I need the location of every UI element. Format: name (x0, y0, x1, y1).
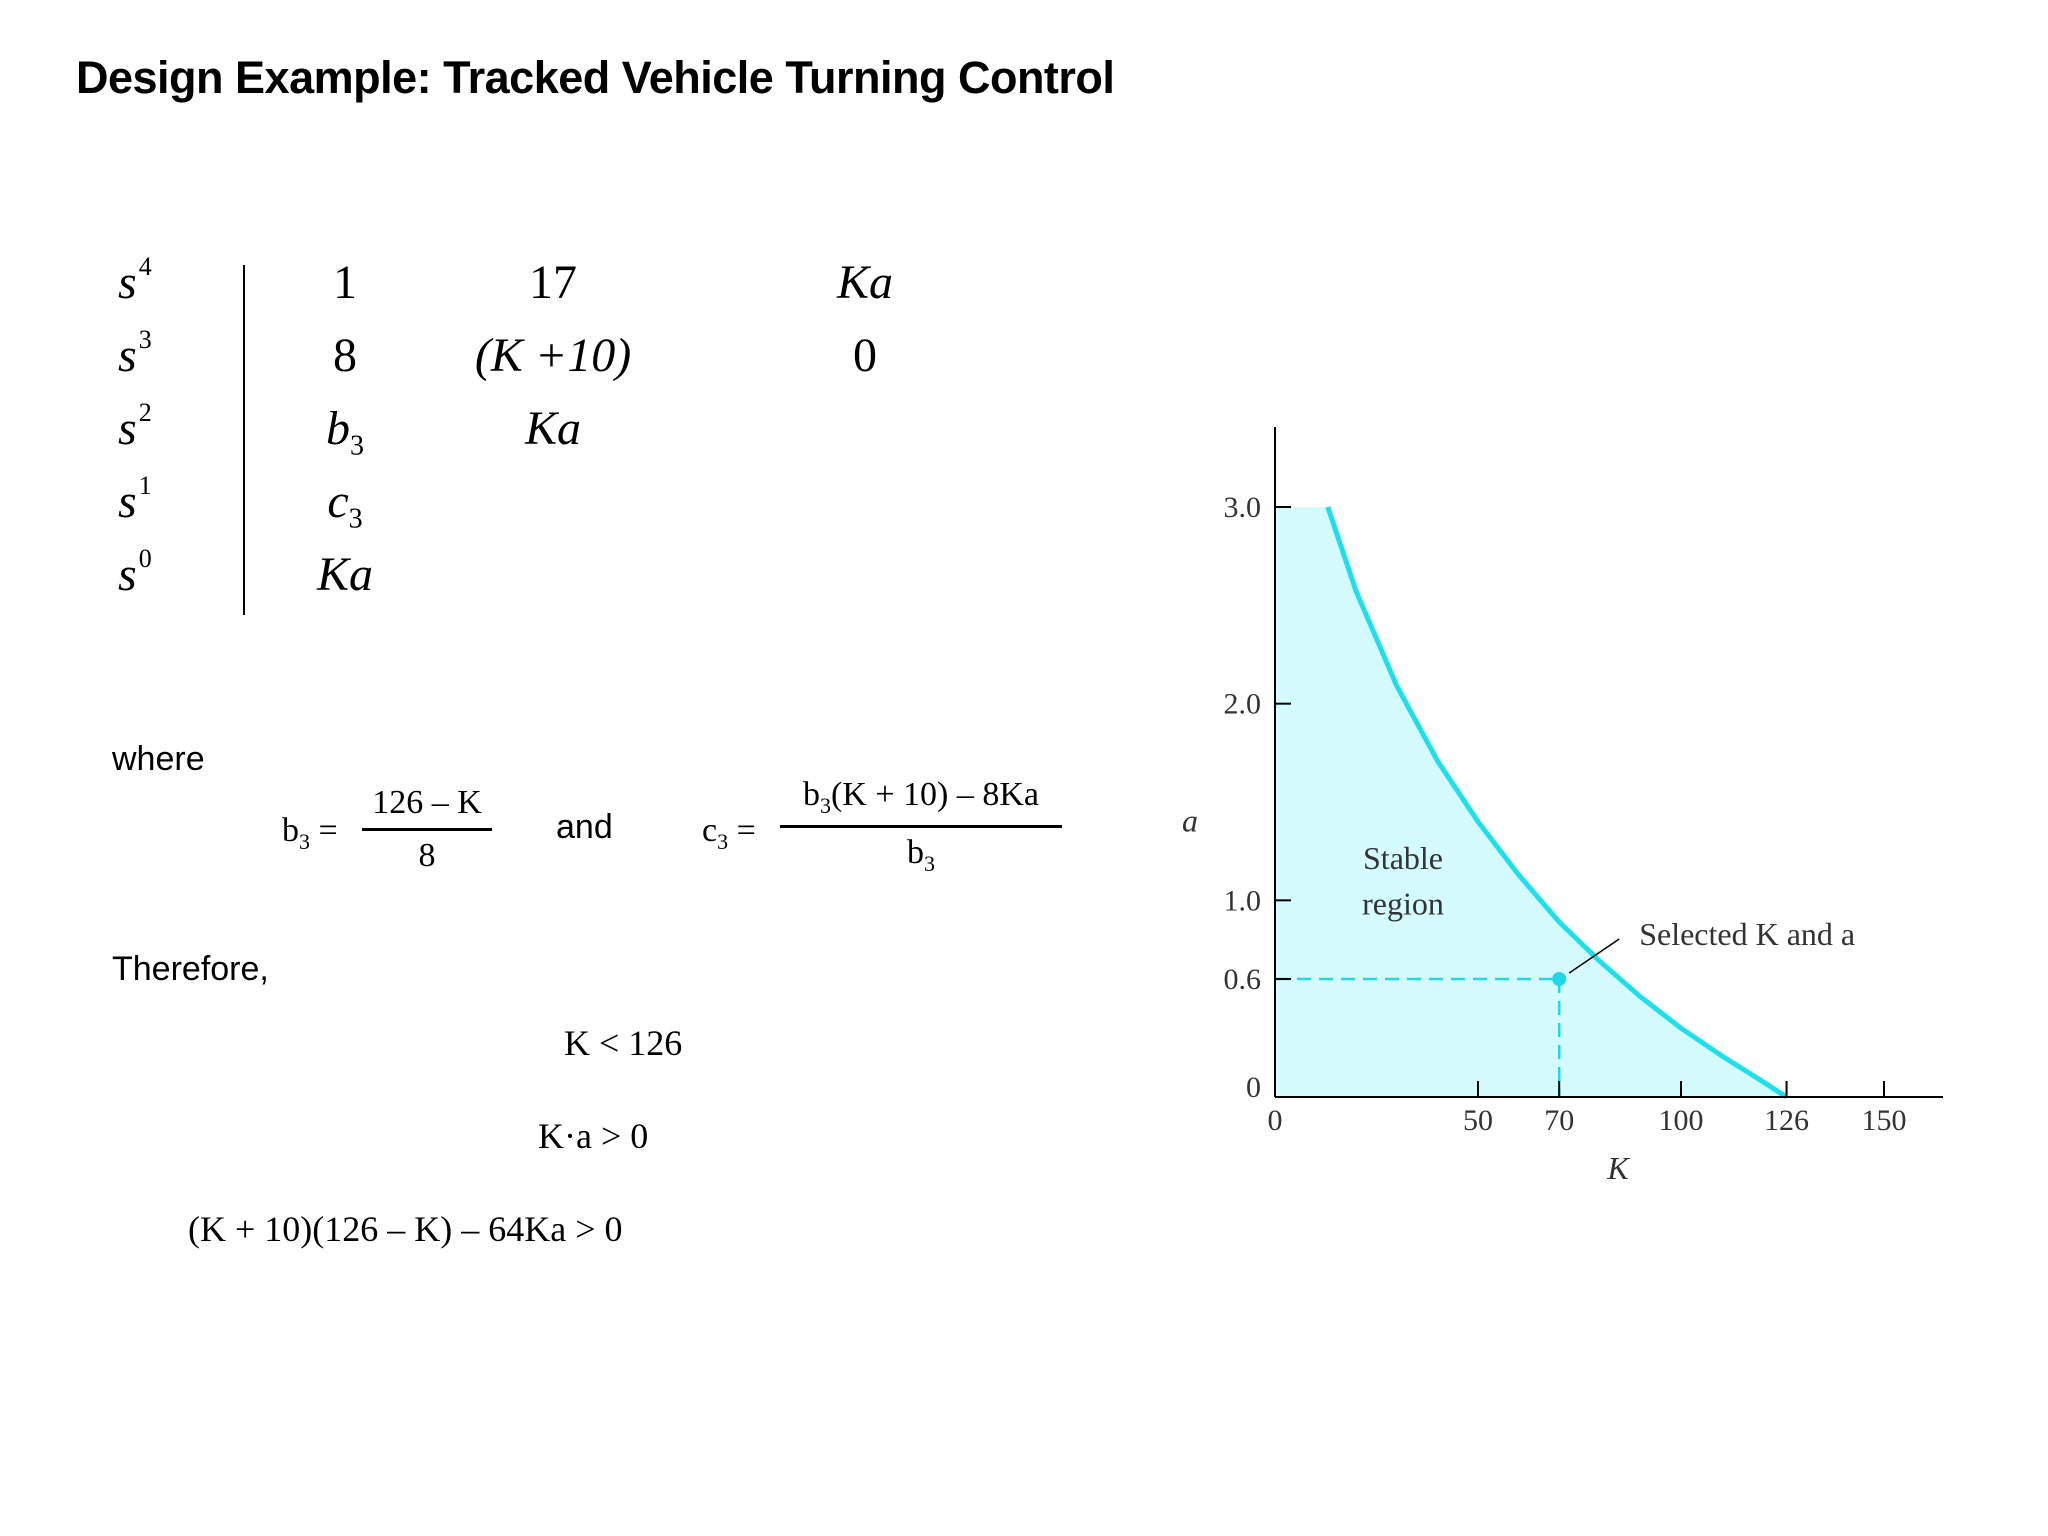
y-tick-label: 2.0 (1223, 687, 1261, 721)
row-label: $s^3$ (118, 325, 152, 382)
routh-cell: $b_3$ (326, 402, 364, 462)
y-axis-label: a (1182, 802, 1198, 839)
row-label: $s^1$ (118, 471, 152, 528)
x-tick-label: 0 (1267, 1104, 1283, 1137)
x-tick-label: 50 (1463, 1104, 1493, 1137)
routh-cell: $c_3$ (327, 475, 363, 535)
selected-annotation: Selected K and a (1639, 916, 1856, 952)
routh-row-s1 (110, 471, 830, 544)
stability-region-chart (1150, 410, 1960, 1200)
c3-denominator: $b_3$ (907, 833, 935, 876)
stable-region-fill (1275, 507, 1787, 1097)
routh-cell: Ka (836, 256, 893, 309)
selected-point (1552, 972, 1566, 986)
routh-cell: Ka (524, 402, 581, 455)
routh-cell: 0 (853, 329, 877, 382)
routh-cell: Ka (316, 548, 373, 601)
condition-3: (K + 10)(126 – K) – 64Ka > 0 (188, 1209, 623, 1249)
routh-cell: 1 (333, 256, 357, 309)
x-tick-label: 126 (1764, 1104, 1810, 1137)
region-label-line1: Stable (1363, 840, 1443, 877)
y-tick-label: 3.0 (1223, 491, 1261, 524)
x-tick-label: 100 (1658, 1104, 1704, 1137)
b3-numerator: 126 – K (372, 784, 482, 821)
routh-table (110, 252, 893, 615)
x-tick-label: 150 (1861, 1104, 1907, 1137)
row-label: $s^0$ (118, 544, 152, 601)
c3-lhs: $c_3$ = (702, 812, 756, 854)
c3-numerator: $b_3(K + 10) - 8Ka$ (802, 776, 1040, 818)
x-axis-label: K (1607, 1150, 1629, 1186)
where-label: where (112, 740, 205, 778)
routh-cell: (K +10) (474, 329, 632, 382)
routh-cell: 8 (333, 329, 357, 382)
row-label: $s^2$ (118, 398, 152, 455)
page-title: Design Example: Tracked Vehicle Turning Control (76, 52, 1115, 103)
y-tick-label: 0 (1246, 1071, 1261, 1104)
condition-1: K < 126 (564, 1023, 683, 1063)
condition-2: K·a > 0 (538, 1116, 649, 1156)
therefore-label: Therefore, (112, 950, 269, 988)
routh-row-s2 (110, 398, 830, 471)
routh-row-s3 (110, 325, 877, 398)
and-label: and (556, 808, 613, 846)
b3-fraction (362, 784, 492, 875)
fraction-bar (362, 828, 492, 831)
b3-lhs: $b_3$ = (282, 812, 338, 854)
fraction-bar (780, 825, 1062, 828)
y-tick-label: 1.0 (1223, 884, 1261, 918)
x-tick-label: 70 (1544, 1104, 1575, 1137)
routh-row-s4 (110, 252, 893, 325)
y-tick-label: 0.6 (1223, 963, 1261, 996)
row-label: $s^4$ (118, 252, 152, 309)
b3-denominator: 8 (418, 837, 436, 874)
routh-row-s0 (110, 544, 830, 617)
routh-cell: 17 (529, 256, 577, 309)
region-label-line2: region (1362, 885, 1444, 922)
c3-fraction (780, 776, 1062, 877)
